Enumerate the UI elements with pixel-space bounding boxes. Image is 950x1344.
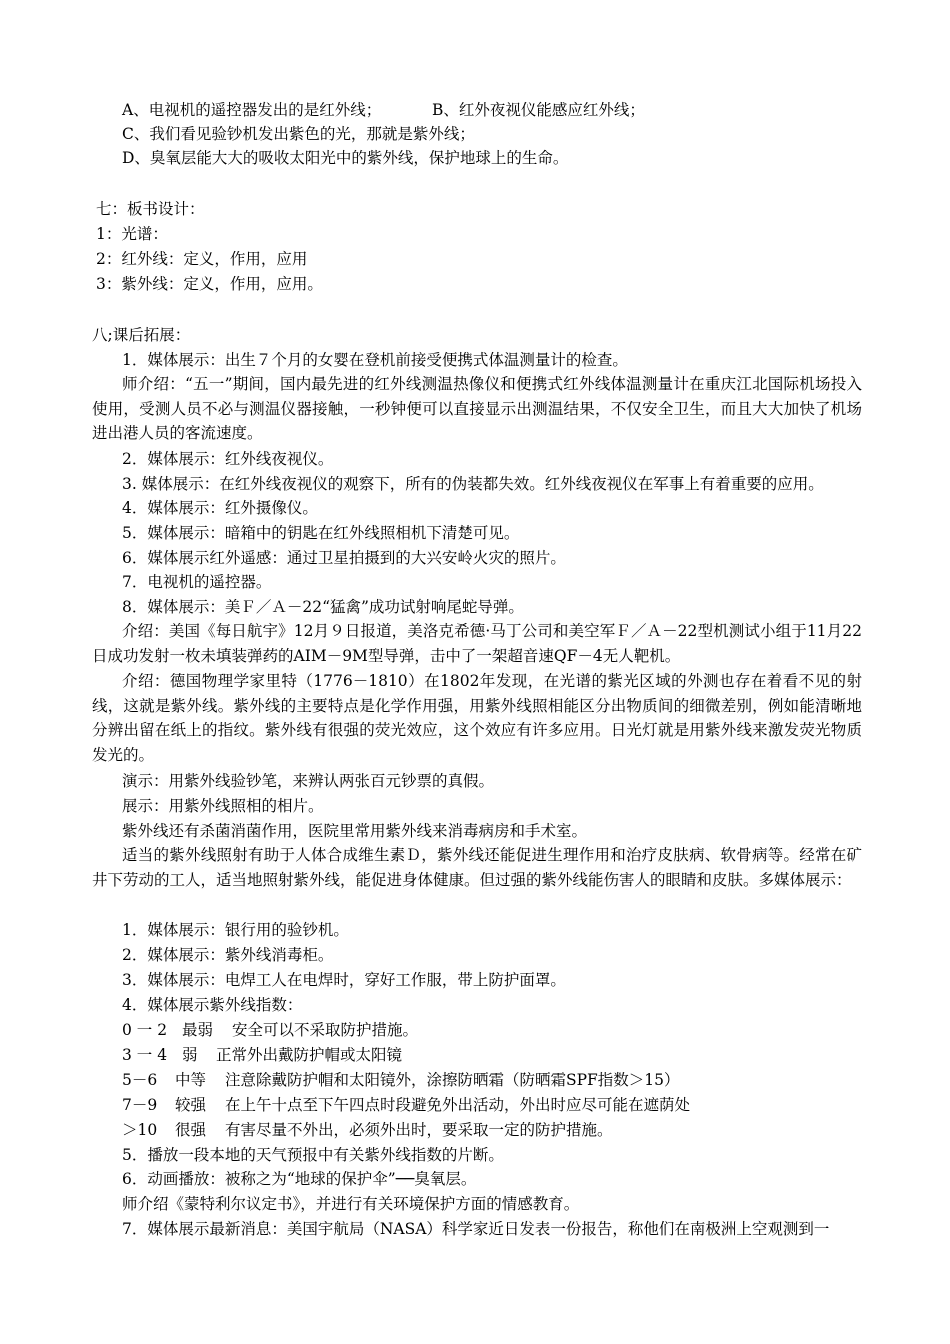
uv-range: 0 一 2 bbox=[122, 1021, 168, 1039]
paragraph-uv-pen-demo: 演示：用紫外线验钞笔，来辨认两张百元钞票的真假。 bbox=[122, 772, 495, 790]
paragraph-camouflage: 3. 媒体展示：在红外线夜视仪的观察下，所有的伪装都失效。红外线夜视仪在军事上有着重要的应用。 bbox=[122, 475, 824, 493]
uv-index-row bbox=[122, 1095, 862, 1115]
uv-range: 7－9 bbox=[122, 1096, 158, 1114]
paragraph-uv-health: 适当的紫外线照射有助于人体合成维生素Ｄ，紫外线还能促进生理作用和治疗皮肤病、软骨病等。经常在矿井下劳动的工人，适当地照射紫外线，能促进身体健康。但过强的紫外线能伤害人的眼睛和皮肤。多媒体展示： bbox=[92, 846, 862, 889]
paragraph-welder: 3．媒体展示：电焊工人在电焊时，穿好工作服，带上防护面罩。 bbox=[122, 971, 566, 989]
extension-heading: 八;课后拓展： bbox=[92, 326, 191, 344]
uv-index-row bbox=[122, 1020, 862, 1040]
option-a: A、电视机的遥控器发出的是红外线； bbox=[122, 101, 382, 119]
uv-level: 弱 bbox=[182, 1046, 198, 1064]
uv-level: 最弱 bbox=[182, 1021, 214, 1039]
paragraph-night-vision: 2．媒体展示：红外线夜视仪。 bbox=[122, 450, 334, 468]
paragraph-teacher-intro-thermal: 师介绍：“五一”期间，国内最先进的红外线测温热像仪和便携式红外线体温测量计在重庆江北国际机场投入使用，受测人员不必与测温仪器接触，一秒钟便可以直接显示出测温结果，不仅安全卫生，而且大大加快了机场进出港人员的客流速度。 bbox=[92, 375, 862, 442]
paragraph-ir-camera: 4．媒体展示：红外摄像仪。 bbox=[122, 499, 318, 517]
paragraph-uv-cabinet: 2．媒体展示：紫外线消毒柜。 bbox=[122, 946, 334, 964]
uv-index-row bbox=[122, 1045, 862, 1065]
paragraph-montreal-protocol: 师介绍《蒙特利尔议定书》，并进行有关环境保护方面的情感教育。 bbox=[122, 1195, 580, 1213]
uv-range: 3 一 4 bbox=[122, 1046, 168, 1064]
option-d: D、臭氧层能大大的吸收太阳光中的紫外线，保护地球上的生命。 bbox=[122, 149, 569, 167]
uv-range: ＞10 bbox=[122, 1121, 158, 1139]
uv-advice: 安全可以不采取防护措施。 bbox=[232, 1021, 419, 1039]
board-design-item-1: 1：光谱： bbox=[96, 225, 168, 243]
paragraph-remote-sensing: 6．媒体展示红外遥感：通过卫星拍摄到的大兴安岭火灾的照片。 bbox=[122, 549, 566, 567]
board-design-item-2: 2：红外线：定义，作用，应用 bbox=[96, 250, 308, 268]
paragraph-aim9m-intro: 介绍：美国《每日航宇》12月９日报道，美洛克希德·马丁公司和美空军Ｆ／Ａ－22型机测试小组于11月22日成功发射一枚未填装弹药的AIM－9M型导弹，击中了一架超音速QF－4无人靶机。 bbox=[92, 622, 862, 665]
option-c: C、我们看见验钞机发出紫色的光，那就是紫外线； bbox=[122, 125, 475, 143]
uv-index-row bbox=[122, 1120, 862, 1140]
uv-level: 很强 bbox=[175, 1121, 207, 1139]
uv-level: 较强 bbox=[175, 1096, 207, 1114]
uv-advice: 有害尽量不外出，必须外出时，要采取一定的防护措施。 bbox=[225, 1121, 613, 1139]
paragraph-bank-detector: 1．媒体展示：银行用的验钞机。 bbox=[122, 921, 349, 939]
paragraph-uv-sterilization: 紫外线还有杀菌消菌作用，医院里常用紫外线来消毒病房和手术室。 bbox=[122, 822, 588, 840]
option-b: B、红外夜视仪能感应红外线； bbox=[432, 101, 645, 119]
uv-range: 5－6 bbox=[122, 1071, 158, 1089]
uv-index-row bbox=[122, 1070, 862, 1090]
uv-level: 中等 bbox=[175, 1071, 207, 1089]
paragraph-uv-index-heading: 4．媒体展示紫外线指数： bbox=[122, 996, 303, 1014]
uv-advice: 注意除戴防护帽和太阳镜外，涂擦防晒霜（防晒霜SPF指数＞15） bbox=[225, 1071, 680, 1089]
paragraph-nasa-report: 7．媒体展示最新消息：美国宇航局（NASA）科学家近日发表一份报告，称他们在南极洲上空观测到一 bbox=[122, 1220, 830, 1238]
uv-advice: 在上午十点至下午四点时段避免外出活动，外出时应尽可能在遮荫处 bbox=[225, 1096, 691, 1114]
board-design-item-3: 3：紫外线：定义，作用，应用。 bbox=[96, 275, 323, 293]
paragraph-f22-missile: 8．媒体展示：美Ｆ／Ａ－22“猛禽”成功试射响尾蛇导弹。 bbox=[122, 598, 524, 616]
paragraph-ozone-animation: 6．动画播放：被称之为“地球的保护伞”──臭氧层。 bbox=[122, 1170, 477, 1188]
paragraph-media-infant: 1．媒体展示：出生７个月的女婴在登机前接受便携式体温测量计的检查。 bbox=[122, 351, 628, 369]
paragraph-ritter-uv-intro: 介绍：德国物理学家里特（1776－1810）在1802年发现，在光谱的紫光区域的外测也存在着看不见的射线，这就是紫外线。紫外线的主要特点是化学作用强，用紫外线照相能区分出物质间的细微差别，例如能清晰地分辨出留在纸上的指纹。紫外线有很强的荧光效应，这个效应有许多应用。日光灯就是用紫外线来激发荧光物质发光的。 bbox=[92, 672, 862, 764]
board-design-heading: 七：板书设计： bbox=[96, 200, 205, 218]
paragraph-key-in-box: 5．媒体展示：暗箱中的钥匙在红外线照相机下清楚可见。 bbox=[122, 524, 520, 542]
paragraph-tv-remote: 7．电视机的遥控器。 bbox=[122, 573, 272, 591]
uv-advice: 正常外出戴防护帽或太阳镜 bbox=[216, 1046, 403, 1064]
paragraph-uv-photo: 展示：用紫外线照相的相片。 bbox=[122, 797, 324, 815]
paragraph-weather-forecast: 5．播放一段本地的天气预报中有关紫外线指数的片断。 bbox=[122, 1146, 504, 1164]
